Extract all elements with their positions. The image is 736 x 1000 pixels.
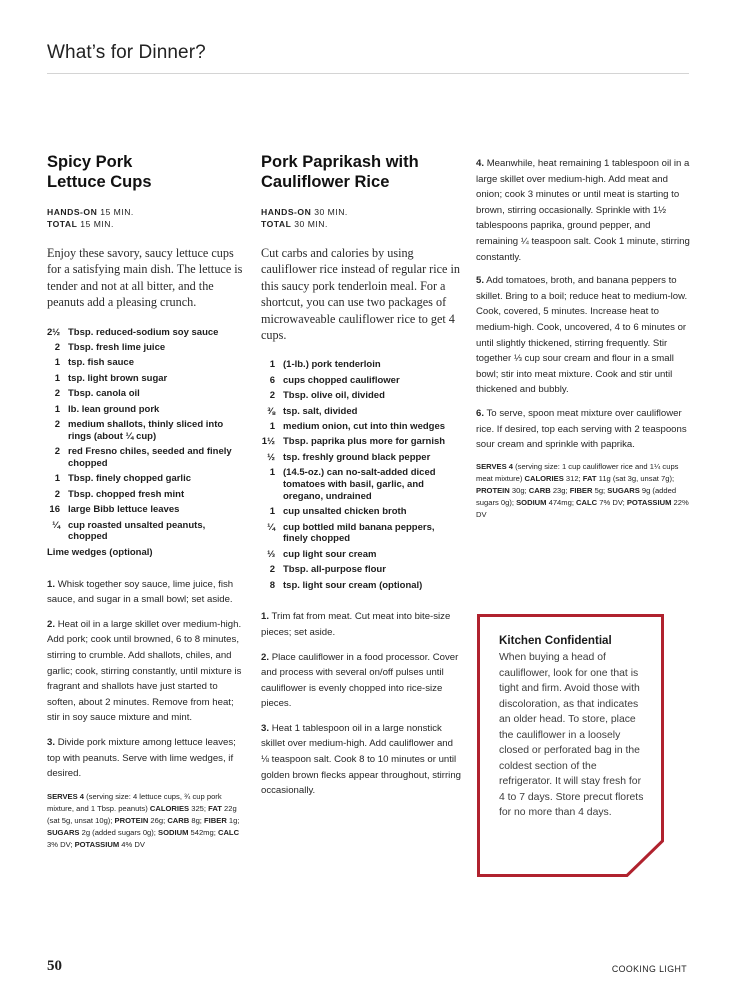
ingredient-item (261, 436, 461, 448)
ingredient-description: tsp. salt, divided (283, 405, 358, 417)
ingredient-item (47, 388, 243, 400)
nutrition-info (476, 461, 691, 521)
ingredient-description: cup light sour cream (283, 548, 377, 560)
nutrition-label: CALC (217, 827, 240, 837)
ingredient-quantity: 1 (269, 359, 275, 371)
ingredient-item (261, 390, 461, 402)
ingredient-item (261, 452, 461, 464)
nutrition-value: 30g; (509, 485, 529, 495)
ingredient-item (47, 446, 243, 470)
ingredient-description: Tbsp. reduced-sodium soy sauce (68, 326, 219, 338)
recipe-title-line: Spicy Pork (47, 153, 133, 171)
step-number: 6. (476, 407, 485, 419)
ingredient-list (47, 327, 243, 543)
recipe-spicy-pork (47, 152, 243, 851)
step-text: Heat 1 tablespoon oil in a large nonstick skillet over medium-high. Add cauliflower and ⅛ teaspoon salt. Cook 8 to 10 minutes or until golden brown flecks appear throughout, stirring occasionally. (261, 722, 461, 797)
step-number: 1. (261, 611, 270, 623)
ingredient-item (47, 404, 243, 416)
recipe-step (47, 577, 243, 608)
ingredient-item (261, 506, 461, 518)
nutrition-value: 325; (189, 803, 209, 813)
nutrition-label: SUGARS (47, 827, 80, 837)
handson-label: HANDS-ON (261, 207, 312, 217)
nutrition-value: 474mg; (546, 497, 577, 507)
nutrition-value: 4% DV (119, 839, 145, 849)
ingredient-item (261, 522, 461, 546)
nutrition-value: 23g; (550, 485, 570, 495)
nutrition-label: SERVES 4 (47, 791, 85, 801)
recipe-title (261, 152, 461, 192)
step-number: 5. (476, 275, 485, 287)
handson-value: 30 MIN. (314, 207, 348, 217)
ingredient-description: cups chopped cauliflower (283, 374, 400, 386)
recipe-times (47, 206, 243, 230)
nutrition-value: 7% DV; (597, 497, 627, 507)
nutrition-value: 8g; (189, 815, 205, 825)
ingredient-quantity: 1 (269, 467, 275, 479)
ingredient-quantity: ¼ (267, 521, 275, 533)
nutrition-value: 26g; (148, 815, 168, 825)
step-list (261, 609, 461, 799)
step-list (47, 577, 243, 782)
nutrition-value: 2g (added sugars 0g); (79, 827, 159, 837)
ingredient-description: lb. lean ground pork (68, 403, 160, 415)
nutrition-value: 5g; (592, 485, 608, 495)
step-list (476, 156, 691, 453)
nutrition-label: FIBER (204, 815, 227, 825)
ingredient-description: tsp. light brown sugar (68, 372, 168, 384)
ingredient-quantity: 1 (54, 357, 60, 369)
recipe-pork-paprikash (261, 152, 461, 808)
ingredient-item (47, 520, 243, 544)
nutrition-value: 22% DV (476, 497, 689, 519)
ingredient-description: Tbsp. fresh lime juice (68, 342, 166, 354)
ingredient-description: medium onion, cut into thin wedges (283, 421, 446, 432)
ingredient-quantity: ¼ (52, 519, 60, 531)
ingredient-quantity: 1 (269, 506, 275, 518)
step-text: To serve, spoon meat mixture over cauliflower rice. If desired, top each serving with 2 teaspoons sour cream and sprinkle with paprika. (476, 407, 687, 451)
ingredient-list (261, 359, 461, 591)
ingredient-description: tsp. light sour cream (optional) (283, 579, 423, 591)
nutrition-label: POTASSIUM (626, 497, 672, 507)
nutrition-label: CARB (528, 485, 551, 495)
step-text: Trim fat from meat. Cut meat into bite-size pieces; set aside. (261, 611, 451, 638)
total-value: 15 MIN. (80, 219, 114, 229)
handson-label: HANDS-ON (47, 207, 98, 217)
recipe-step (261, 650, 461, 712)
nutrition-label: PROTEIN (114, 815, 149, 825)
nutrition-value: 542mg; (188, 827, 218, 837)
step-text: Place cauliflower in a food processor. Cover and process with several on/off pulses until cauliflower is evenly chopped into rice-size pieces. (261, 651, 459, 710)
ingredient-item (261, 580, 461, 592)
step-text: Divide pork mixture among lettuce leaves; top with peanuts. Serve with lime wedges, if desired. (47, 737, 236, 780)
nutrition-label: SUGARS (607, 485, 640, 495)
ingredient-description: red Fresno chiles, seeded and finely chopped (68, 446, 232, 469)
nutrition-info (47, 791, 243, 851)
ingredient-item (47, 504, 243, 516)
step-number: 4. (476, 158, 485, 169)
ingredient-item (261, 421, 461, 433)
ingredient-item (261, 406, 461, 418)
nutrition-label: CALC (576, 497, 598, 507)
nutrition-label: FAT (582, 473, 597, 483)
ingredient-quantity: 1 (54, 372, 60, 384)
ingredient-item (47, 357, 243, 369)
ingredient-item (47, 342, 243, 354)
recipe-title (47, 152, 243, 192)
ingredient-item (261, 564, 461, 576)
section-head: What’s for Dinner? (47, 42, 206, 63)
ingredient-quantity: 2 (54, 342, 60, 354)
recipe-step (476, 156, 691, 265)
ingredient-description: Tbsp. canola oil (68, 388, 140, 400)
recipe-title-line: Lettuce Cups (47, 173, 152, 191)
nutrition-label: PROTEIN (476, 485, 510, 495)
step-text: Heat oil in a large skillet over medium-high. Add pork; cook until browned, 6 to 8 minutes, stirring to crumble. Add shallots, chiles, and garlic; cook, stirring constantly, until mixture is fragrant and shallots have just started to soften, about 2 minutes. Remove from heat; stir in soy sauce mixture and mint. (47, 618, 242, 724)
ingredient-quantity: 6 (269, 374, 275, 386)
recipe-step (261, 609, 461, 640)
nutrition-value: 3% DV; (47, 839, 75, 849)
ingredient-description: tsp. freshly ground black pepper (283, 451, 431, 463)
ingredient-quantity: 2 (269, 390, 275, 402)
sidebar-title: Kitchen Confidential (499, 634, 612, 647)
section-rule (47, 73, 689, 74)
ingredient-quantity: ½ (267, 451, 275, 463)
nutrition-value: 11g (sat 3g, unsat 7g); (596, 473, 675, 483)
nutrition-label: CALORIES (149, 803, 190, 813)
nutrition-label: SODIUM (158, 827, 189, 837)
ingredient-description: (14.5-oz.) can no-salt-added diced tomatoes with basil, garlic, and oregano, undrained (283, 467, 436, 502)
step-number: 2. (261, 651, 270, 663)
nutrition-label: FIBER (569, 485, 593, 495)
ingredient-quantity: ⅓ (267, 548, 275, 560)
nutrition-label: CARB (167, 815, 190, 825)
recipe-step (47, 735, 243, 782)
ingredient-quantity: 1½ (261, 436, 275, 448)
ingredient-quantity: 1 (54, 403, 60, 415)
total-label: TOTAL (47, 219, 78, 229)
ingredient-description: medium shallots, thinly sliced into rings (about ¼ cup) (68, 418, 224, 442)
nutrition-value: 1g; (226, 815, 240, 825)
ingredient-quantity: 2 (54, 418, 60, 430)
nutrition-label: CALORIES (524, 473, 564, 483)
ingredient-description: (1-lb.) pork tenderloin (283, 359, 381, 371)
recipe-intro: Cut carbs and calories by using cauliflower rice instead of regular rice in this saucy pork tenderloin meal. For a shortcut, you can use two packages of microwaveable cauliflower rice to get 4 cups. (261, 246, 460, 343)
ingredient-quantity: 1 (54, 473, 60, 485)
recipe-intro: Enjoy these savory, saucy lettuce cups for a satisfying main dish. The lettuce is tender and not at all bitter, and the peanuts add a pleasing crunch. (47, 246, 243, 310)
step-text: Add tomatoes, broth, and banana peppers to skillet. Bring to a boil; reduce heat to medium-low. Cook, covered, 5 minutes. Increase heat to medium-high. Cook, uncovered, 4 to 6 minutes or until slightly thickened, stirring frequently. Stir together ⅓ cup sour cream and flour in a small bowl; stir into meat mixture. Cook and stir until thickened and bubbly. (476, 275, 688, 396)
page-number: 50 (47, 958, 62, 974)
nutrition-label: SODIUM (516, 497, 547, 507)
total-label: TOTAL (261, 219, 292, 229)
ingredient-item (47, 473, 243, 485)
ingredient-item (47, 327, 243, 339)
recipe-step (476, 273, 691, 398)
ingredient-quantity: 1 (269, 421, 275, 432)
nutrition-value: 22g (sat 5g, unsat 10g); (47, 803, 237, 825)
ingredient-description: cup bottled mild banana peppers, finely chopped (283, 521, 435, 545)
ingredient-quantity: 16 (49, 504, 60, 516)
handson-value: 15 MIN. (100, 207, 134, 217)
ingredient-description: large Bibb lettuce leaves (68, 504, 180, 516)
recipe-pork-paprikash-continued (476, 156, 691, 521)
ingredient-description: cup unsalted chicken broth (283, 506, 407, 518)
ingredient-description: Tbsp. chopped fresh mint (68, 488, 185, 500)
ingredient-description: Tbsp. all-purpose flour (283, 564, 386, 576)
sidebar-text: When buying a head of cauliflower, look for one that is tight and firm. Avoid those with discoloration, as that indicates an older head. To store, place the cauliflower in a loosely closed or perforated bag in the coldest section of the refrigerator. It will stay fresh for 4 to 7 days. Store precut florets for no more than 4 days. (499, 652, 644, 818)
total-value: 30 MIN. (294, 219, 328, 229)
ingredient-quantity: 2 (269, 564, 275, 576)
ingredient-description: Tbsp. finely chopped garlic (68, 473, 191, 485)
nutrition-value: 312; (563, 473, 583, 483)
magazine-name: COOKING LIGHT (611, 964, 687, 974)
nutrition-label: FAT (208, 803, 222, 813)
nutrition-value: 9g (added sugars 0g); (476, 485, 677, 507)
step-number: 2. (47, 618, 56, 630)
ingredient-item (261, 375, 461, 387)
ingredient-item (261, 467, 461, 502)
ingredient-item (47, 419, 243, 443)
ingredient-description: cup roasted unsalted peanuts, chopped (68, 519, 206, 543)
ingredient-description: Tbsp. olive oil, divided (283, 390, 385, 402)
recipe-title-line: Cauliflower Rice (261, 173, 390, 191)
recipe-title-line: Pork Paprikash with (261, 153, 419, 171)
step-text: Whisk together soy sauce, lime juice, fish sauce, and sugar in a small bowl; set aside. (47, 578, 234, 606)
nutrition-value: (serving size: 1 cup cauliflower rice and 1¼ cups meat mixture) (476, 461, 679, 483)
ingredient-quantity: ⅜ (267, 405, 275, 417)
kitchen-confidential-box (477, 614, 664, 877)
recipe-step (261, 721, 461, 799)
step-number: 1. (47, 578, 56, 590)
recipe-step (47, 617, 243, 726)
nutrition-label: POTASSIUM (74, 839, 120, 849)
ingredient-quantity: 2½ (47, 326, 61, 338)
ingredient-item (47, 373, 243, 385)
step-text: Meanwhile, heat remaining 1 tablespoon oil in a large skillet over medium-high. Add meat and onion; cook 3 minutes or until meat is starting to brown, stirring occasionally. Sprinkle with 1½ tablespoons paprika, ground pepper, and remaining ¼ teaspoon salt. Cook 1 minute, stirring constantly. (476, 158, 690, 263)
ingredient-quantity: 2 (54, 446, 60, 458)
ingredient-quantity: 8 (269, 579, 275, 591)
step-number: 3. (261, 722, 270, 734)
ingredient-item (261, 549, 461, 561)
recipe-step (476, 406, 691, 453)
ingredient-quantity: 2 (54, 388, 60, 400)
ingredient-item (47, 489, 243, 501)
ingredient-quantity: 2 (54, 488, 60, 500)
ingredient-description: Tbsp. paprika plus more for garnish (283, 436, 446, 448)
ingredient-item (261, 359, 461, 371)
recipe-times (261, 206, 461, 230)
nutrition-value: (serving size: 4 lettuce cups, ¾ cup pork mixture, and 1 Tbsp. peanuts) (47, 791, 222, 813)
ingredient-description: tsp. fish sauce (68, 357, 134, 369)
step-number: 3. (47, 737, 56, 749)
garnish-note: Lime wedges (optional) (47, 546, 153, 558)
nutrition-label: SERVES 4 (476, 461, 514, 471)
